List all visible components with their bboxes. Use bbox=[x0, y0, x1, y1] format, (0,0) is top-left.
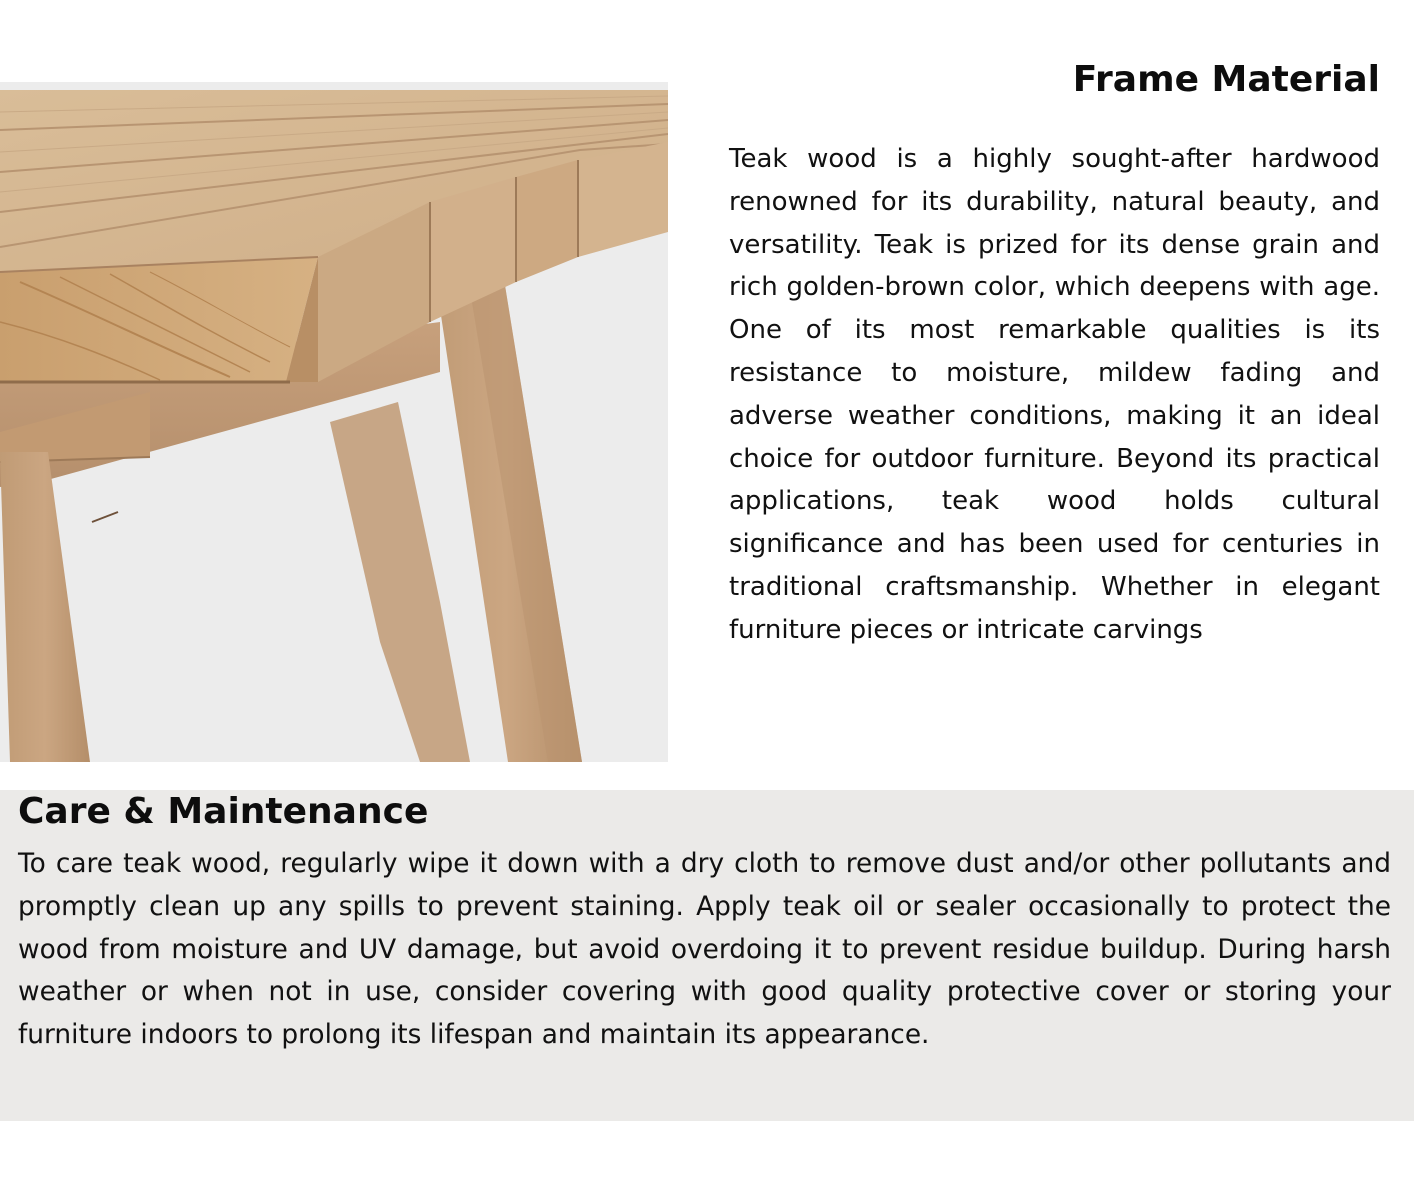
care-maintenance-heading: Care & Maintenance bbox=[18, 791, 429, 832]
teak-table-illustration bbox=[0, 82, 668, 762]
frame-material-description: Teak wood is a highly sought-after hardwood renowned for its durability, natural beauty, and versatility. Teak is prized for its dense grain and rich golden-brown color, which deepens with age. One of its most remarkable qualities is its resistance to moisture, mildew fading and adverse weather conditions, making it an ideal choice for outdoor furniture. Beyond its practical applications, teak wood holds cultural significance and has been used for centuries in traditional craftsmanship. Whether in elegant furniture pieces or intricate carvings bbox=[729, 144, 1380, 645]
care-maintenance-description: To care teak wood, regularly wipe it down with a dry cloth to remove dust and/or other pollutants and promptly clean up any spills to prevent staining. Apply teak oil or sealer occasionally to protect the wood from moisture and UV damage, but avoid overdoing it to prevent residue buildup. During harsh weather or when not in use, consider covering with good quality protective cover or storing your furniture indoors to prolong its lifespan and maintain its appearance. bbox=[18, 848, 1391, 1051]
plank-end-grain bbox=[0, 257, 318, 382]
teak-table-photo bbox=[0, 82, 668, 762]
frame-material-heading: Frame Material bbox=[1072, 59, 1380, 100]
